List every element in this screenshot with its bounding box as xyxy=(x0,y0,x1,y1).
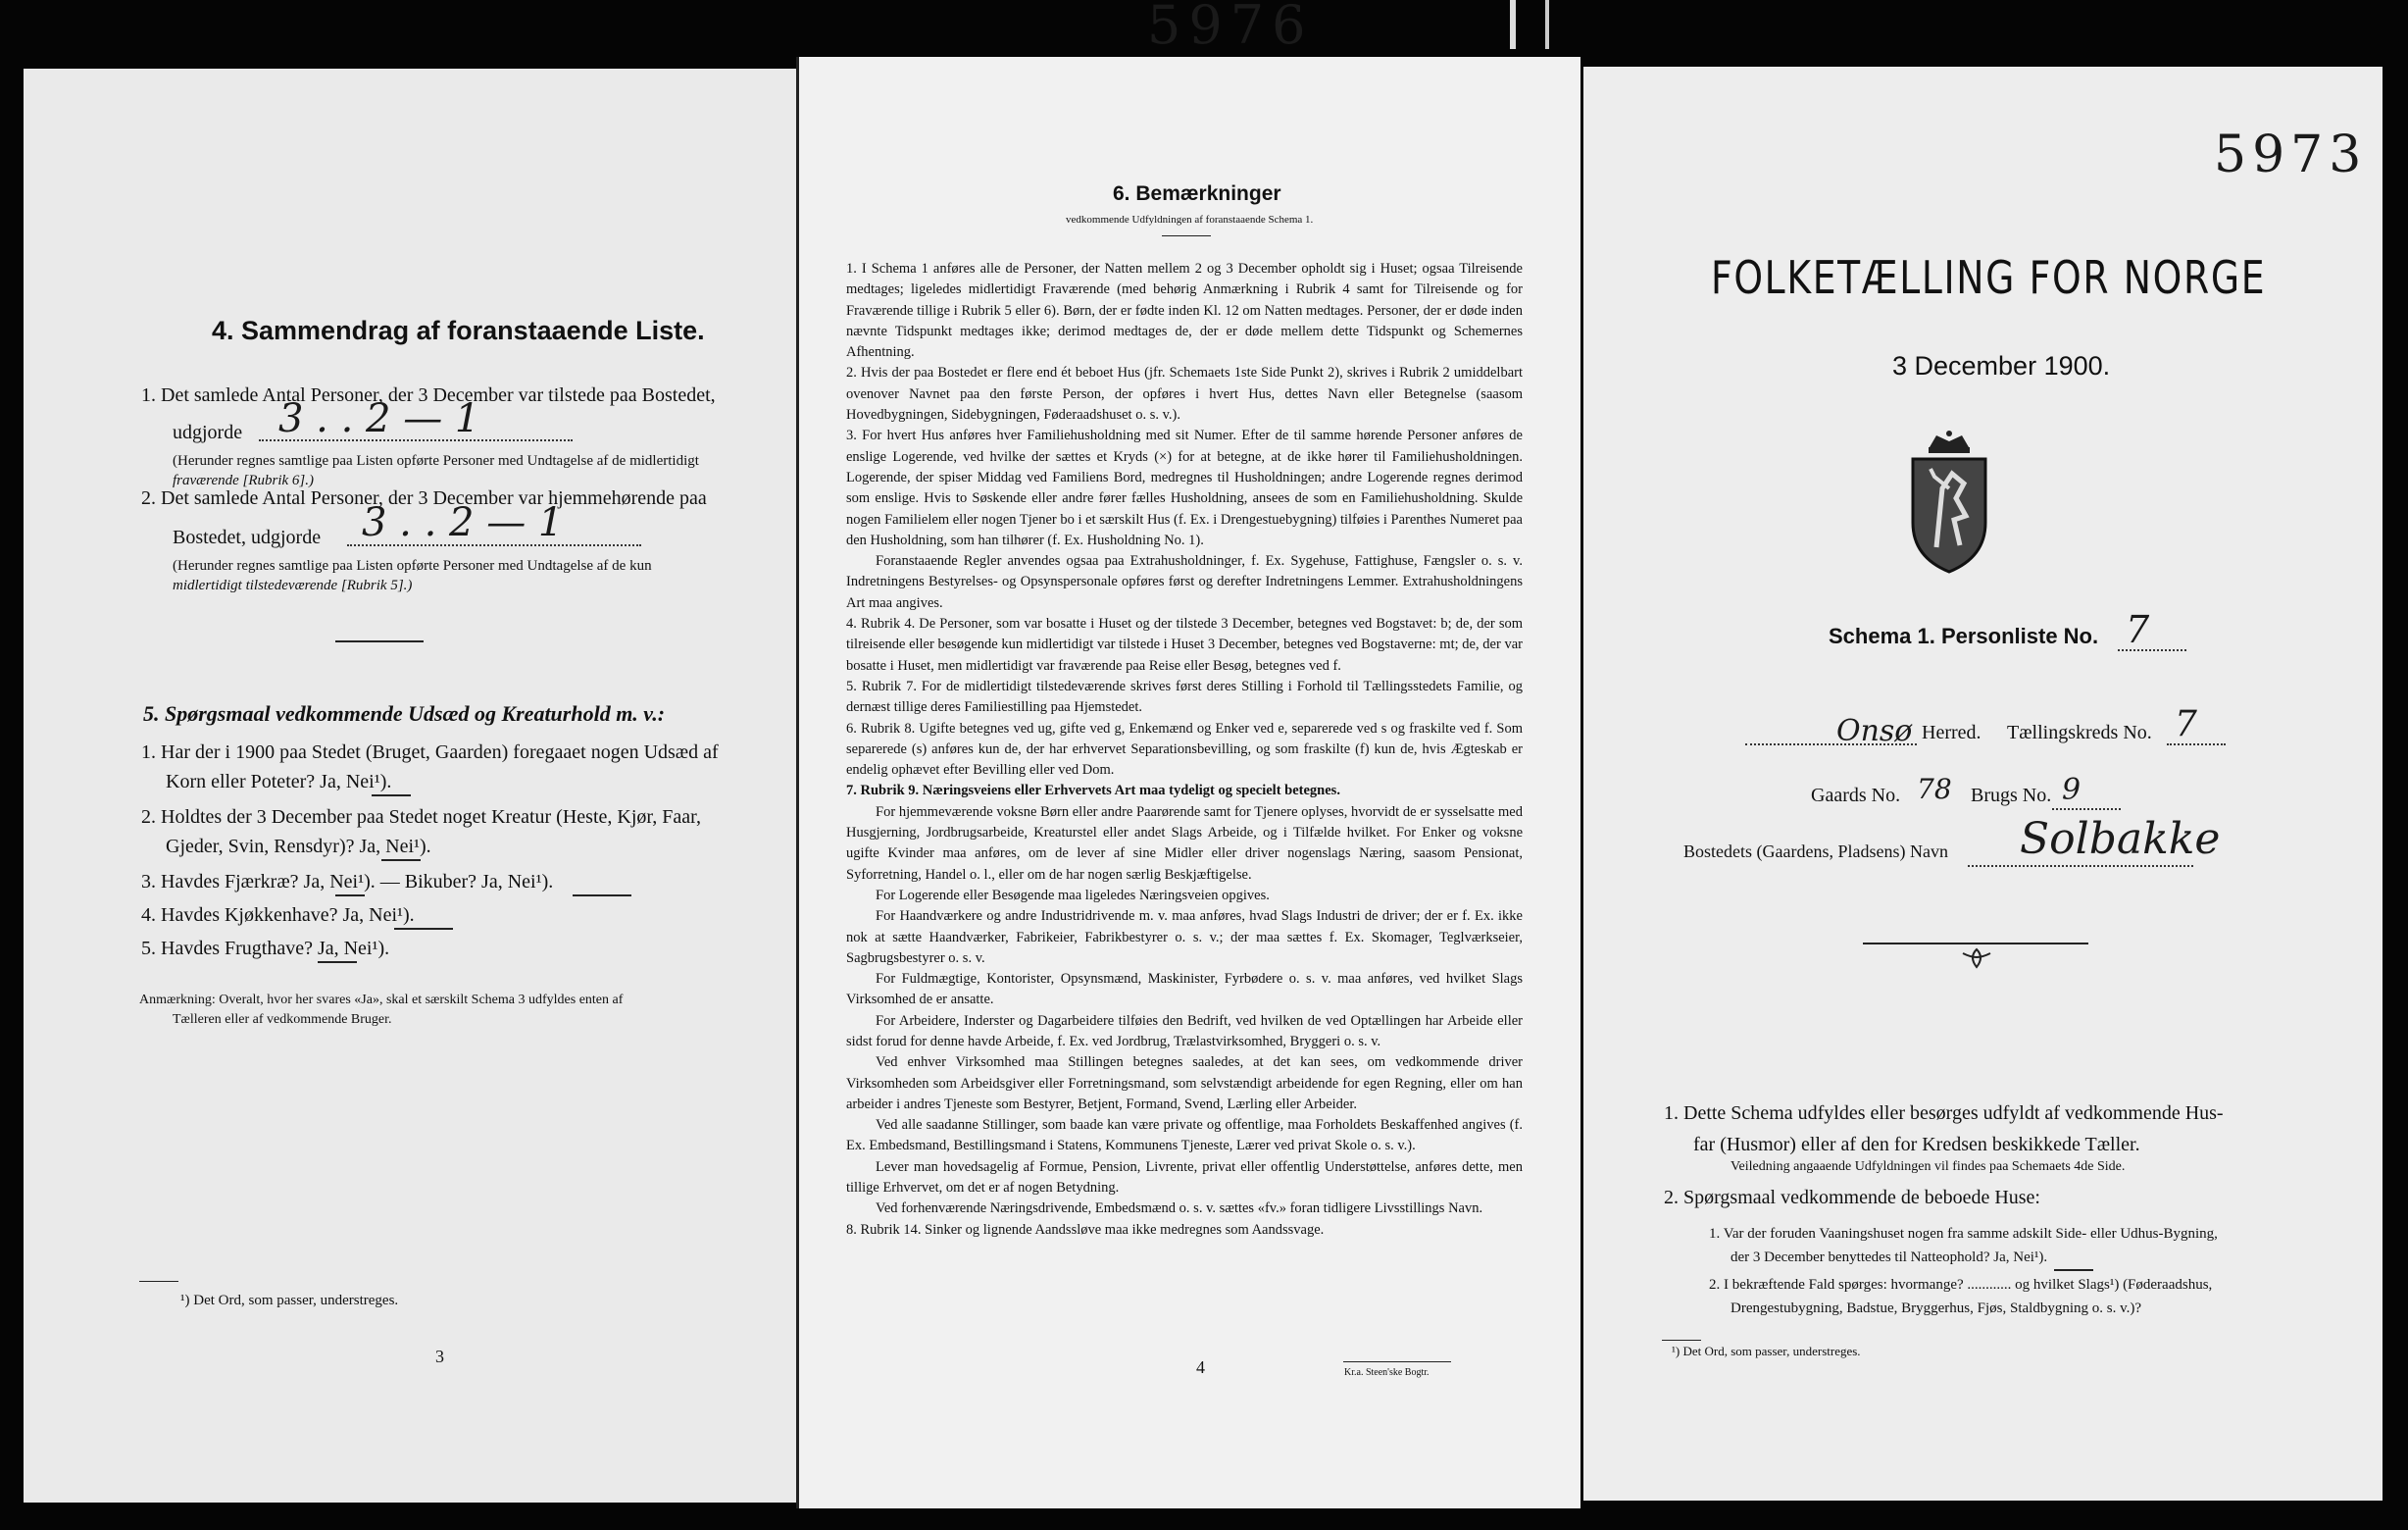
item1-handwritten-value: 3 . . 2 — 1 xyxy=(278,396,480,441)
film-edge-marks xyxy=(1510,0,1549,49)
remark-paragraph: For Haandværkere og andre Industridrivende m. v. maa anføres, hvad Slags Industri de driver; der er f. Ex. ikke nok at sætte Haandværker, Fabrikeier, Fabrikbestyrer o. s. v.; der maa sættes f. Ex. Skomager, Teglværkseier, Sagbrugsbestyrer o. s. v. xyxy=(846,908,1523,966)
section5-title: 5. Spørgsmaal vedkommende Udsæd og Kreaturhold m. v.: xyxy=(143,701,666,726)
remark-paragraph: Foranstaaende Regler anvendes ogsaa paa Extrahusholdninger, f. Ex. Sygehuse, Fattighuse, Fængsler o. s. v. Indretningens Bestyrelses- og Opsynspersonale opføres først og derefter Indretningens Lemmer. Extrahusholdningens Art maa angives. xyxy=(846,553,1523,611)
footnote-rule xyxy=(1662,1340,1701,1341)
remark-line1: Anmærkning: Overalt, hvor her svares «Ja», skal et særskilt Schema 3 udfyldes enten af xyxy=(139,993,624,1007)
middle-page xyxy=(796,57,1580,1508)
item1-note-1: (Herunder regnes samtlige paa Listen opførte Personer med Undtagelse af de midlertidigt xyxy=(173,453,699,469)
remark-paragraph: For Arbeidere, Inderster og Dagarbeidere tilføies den Bedrift, ved hvilken de ved Optællingen har Arbeide eller sidst forud for denne havde Arbeide, f. Ex. ved Jordbrug, Trælastvirksomhed, Bryggeri o. s. v. xyxy=(846,1012,1523,1049)
herred-line xyxy=(1745,743,1917,745)
remarks-title: 6. Bemærkninger xyxy=(1113,182,1281,205)
printer-imprint: Kr.a. Steen'ske Bogtr. xyxy=(1344,1367,1430,1378)
item1-text: 1. Det samlede Antal Personer, der 3 December var tilstede paa Bostedet, xyxy=(141,384,716,406)
page-number: 3 xyxy=(435,1347,444,1366)
remark-paragraph: 8. Rubrik 14. Sinker og lignende Aandssløve maa ikke medregnes som Aandssvage. xyxy=(846,1221,1325,1238)
underline-mark xyxy=(394,928,453,930)
census-date: 3 December 1900. xyxy=(1892,351,2111,381)
bosted-label: Bostedets (Gaardens, Pladsens) Navn xyxy=(1683,842,1948,861)
q1-line1: 1. Har der i 1900 paa Stedet (Bruget, Gaarden) foregaaet nogen Udsæd af xyxy=(141,741,719,763)
remark-paragraph: 2. Hvis der paa Bostedet er flere end ét beboet Hus (jfr. Schemaets 1ste Side Punkt 2), skrives i Rubrik 2 umiddelbart ovenover Navnet paa den første Person, der opføres i hvert Hus, dettes Navn eller Betegnelse (saasom Hovedbygningen, Sidebygningen, Føderaadshuset o. s. v.). xyxy=(846,365,1523,424)
remark-paragraph: 3. For hvert Hus anføres hver Familiehusholdning med sit Numer. Efter de til samme hørende Personer anføres de enslige Logerende, ved hvilke der sættes et Kryds (×) for at betegne, at de ikke hører til Familiehusholdningen. Logerende, der spiser Middag ved Familiens Bord, medregnes til Husholdningen; andre Logerende regnes derimod som enslige. Hvis to Søskende eller andre fører fælles Husholdning, ansees de som en Familiehusholdning. Skulde nogen Familielem eller nogen Tjener bo i et særskilt Hus (f. Ex. i Drengestuebygning) tilføies i Parenthes Numeret paa den Husholdning, som han tilhører (f. Ex. Husholdning No. 1). xyxy=(846,428,1523,548)
remark-paragraph: For Logerende eller Besøgende maa ligeledes Næringsveien opgives. xyxy=(876,887,1270,903)
underline-mark xyxy=(381,859,421,861)
gaards-label: Gaards No. xyxy=(1811,785,1901,806)
note1-line1: 1. Dette Schema udfyldes eller besørges udfyldt af vedkommende Hus- xyxy=(1664,1102,2224,1124)
note2-q2-line1: 2. I bekræftende Fald spørges: hvormange? ............ og hvilket Slags¹) (Føderaadshus, xyxy=(1709,1277,2213,1293)
right-page xyxy=(1583,67,2383,1501)
underline-mark xyxy=(2054,1269,2093,1271)
footnote: ¹) Det Ord, som passer, understreges. xyxy=(180,1293,399,1308)
q1-line2: Korn eller Poteter? Ja, Nei¹). xyxy=(166,771,392,792)
archive-stamp-right: 5973 xyxy=(2214,126,2368,184)
remarks-subtitle: vedkommende Udfyldningen af foranstaaende Schema 1. xyxy=(1066,214,1314,226)
note2-title: 2. Spørgsmaal vedkommende de beboede Huse: xyxy=(1664,1187,2040,1208)
left-page xyxy=(24,69,808,1503)
printer-rule xyxy=(1343,1361,1451,1362)
item2-note-1: (Herunder regnes samtlige paa Listen opførte Personer med Undtagelse af de kun xyxy=(173,558,652,574)
item1-note-2: fraværende [Rubrik 6].) xyxy=(173,473,315,488)
norwegian-coat-of-arms-icon xyxy=(1895,430,2003,577)
underline-mark xyxy=(318,961,357,963)
personliste-number: 7 xyxy=(2126,608,2150,651)
kreds-value: 7 xyxy=(2175,704,2197,744)
herred-value: Onsø xyxy=(1836,714,1913,748)
ornament-rule xyxy=(1863,943,2088,944)
underline-mark xyxy=(573,894,631,896)
kreds-line xyxy=(2167,743,2226,745)
remark-paragraph: 5. Rubrik 7. For de midlertidigt tilstedeværende skrives først deres Stilling i Forhold til Tællingsstedets Familie, og dernæst tillige deres Familiestilling paa Hjemstedet. xyxy=(846,678,1523,716)
remark-paragraph: 4. Rubrik 4. De Personer, som var bosatte i Huset og der tilstede 3 December, betegnes ved Bogstavet: b; de, der som tilreisende eller besøgende kun midlertidigt var tilstede i Huset 3 December, betegnes ved Bogstaverne: mt; de, der var bosatte i Huset, men midlertidigt var fraværende paa Reise eller Besøg, betegnes ved f. xyxy=(846,616,1523,674)
note1-sub: Veiledning angaaende Udfyldningen vil findes paa Schemaets 4de Side. xyxy=(1731,1159,2126,1174)
page-number: 4 xyxy=(1196,1357,1205,1377)
brugs-label: Brugs No. xyxy=(1971,785,2052,806)
note2-q2-line2: Drengestubygning, Badstue, Bryggerhus, Fjøs, Staldbygning o. s. v.)? xyxy=(1731,1300,2141,1316)
bosted-value: Solbakke xyxy=(2020,814,2221,864)
kreds-label: Tællingskreds No. xyxy=(2007,722,2152,743)
remark-paragraph: Ved alle saadanne Stillinger, som baade kan være private og offentlige, maa Forholdets Beskaffenhed angives (f. Ex. Embedsmand, Bestillingsmand i Statens, Kommunens Tjeneste, Lærer ved privat Skole o. s. v.). xyxy=(846,1117,1523,1154)
underline-mark xyxy=(335,894,365,896)
remarks-body xyxy=(846,259,1523,1241)
ornament-icon xyxy=(1961,947,1992,969)
remark-paragraph: 7. Rubrik 9. Næringsveiens eller Erhvervets Art maa tydeligt og specielt betegnes. xyxy=(846,783,1340,799)
remark-line2: Tælleren eller af vedkommende Bruger. xyxy=(173,1012,392,1027)
schema-label: Schema 1. Personliste No. xyxy=(1829,624,2099,648)
item2-note-2: midlertidigt tilstedeværende [Rubrik 5].) xyxy=(173,578,413,593)
remark-paragraph: Lever man hovedsagelig af Formue, Pension, Livrente, privat eller offentlig Understøttelse, anføres dette, men tillige Erhvervet, om det er af nogen Betydning. xyxy=(846,1158,1523,1197)
remark-paragraph: 1. I Schema 1 anføres alle de Personer, der Natten mellem 2 og 3 December opholdt sig i Huset; ogsaa Tilreisende medtages; ligeledes midlertidigt Fraværende (med behørig Anmærkning i Rubrik 4 samt for Tilreisende og for Fraværende tillige i Rubrik 5 eller 6). Børn, der er fødte inden Kl. 12 om Natten medtages. Personer, der er døde inden nævnte Tidspunkt medtages ikke; derimod medtages de, der er døde mellem dette Tidspunkt og Schemernes Afhentning. xyxy=(846,261,1523,361)
herred-label: Herred. xyxy=(1922,722,1982,743)
section4-title: 4. Sammendrag af foranstaaende Liste. xyxy=(212,316,705,345)
item2-handwritten-value: 3 . . 2 — 1 xyxy=(362,500,564,545)
remark-paragraph: 6. Rubrik 8. Ugifte betegnes ved ug, gifte ved g, Enkemænd og Enker ved e, separerede ved s og fraskilte ved f. Som separerede (s) anføres kun de, der har erhvervet Separationsbevilling, og som fraskilte (f) kun de, hvis Ægteskab er endelig ophævet efter Bevilling eller ved Dom. xyxy=(846,720,1523,779)
q4: 4. Havdes Kjøkkenhave? Ja, Nei¹). xyxy=(141,904,415,926)
divider xyxy=(335,640,424,642)
item2-text: 2. Det samlede Antal Personer, der 3 December var hjemmehørende paa xyxy=(141,487,707,509)
brugs-line xyxy=(2052,808,2121,810)
q3: 3. Havdes Fjærkræ? Ja, Nei¹). — Bikuber? Ja, Nei¹). xyxy=(141,871,554,892)
q2-line2: Gjeder, Svin, Rensdyr)? Ja, Nei¹). xyxy=(166,836,431,857)
note1-line2: far (Husmor) eller af den for Kredsen beskikkede Tæller. xyxy=(1693,1134,2140,1155)
brugs-value: 9 xyxy=(2062,773,2082,807)
underline-mark xyxy=(372,794,411,796)
remark-paragraph: Ved enhver Virksomhed maa Stillingen betegnes saaledes, at det kan sees, om vedkommende driver Virksomheden som Arbeidsgiver eller Forretningsmand, som selvstændigt arbeidende for egen Regning, eller om han arbeider i andres Tjeneste som Bestyrer, Betjent, Formand, Svend, Lærling eller Arbeider. xyxy=(846,1054,1523,1112)
archive-stamp-top: 5976 xyxy=(1147,0,1314,56)
note2-q1-line2: der 3 December benyttedes til Natteophold? Ja, Nei¹). xyxy=(1731,1250,2048,1265)
personliste-line xyxy=(2118,649,2186,651)
census-title: FOLKETÆLLING FOR NORGE xyxy=(1711,251,2267,304)
remark-paragraph: Ved forhenværende Næringsdrivende, Embedsmænd o. s. v. sættes «fv.» foran tidligere Livsstillings Navn. xyxy=(876,1200,1483,1217)
bosted-line xyxy=(1968,865,2193,867)
gaards-value: 78 xyxy=(1917,773,1952,805)
remark-paragraph: For hjemmeværende voksne Børn eller andre Paarørende samt for Tjenere oplyses, hvorvidt de er sysselsatte med Husgjerning, Jordbrugsarbeide, Kreaturstel eller andet Slags Arbeide, og i Tilfælde hvilket. For Enker og voksne ugifte Kvinder maa anføres, om de lever af sine Midler eller driver nogenslags Næring, saasom Pensionat, Syforretning, Handel o. l., eller om de har nogen særlig Beskjæftigelse. xyxy=(846,803,1523,883)
q2-line1: 2. Holdtes der 3 December paa Stedet noget Kreatur (Heste, Kjør, Faar, xyxy=(141,806,701,828)
item1-label: udgjorde xyxy=(173,422,243,443)
footnote: ¹) Det Ord, som passer, understreges. xyxy=(1672,1344,1861,1358)
item2-label: Bostedet, udgjorde xyxy=(173,527,322,548)
footnote-rule xyxy=(139,1281,178,1282)
remark-paragraph: For Fuldmægtige, Kontorister, Opsynsmænd, Maskinister, Fyrbødere o. s. v. maa anføres, ved hvilket Slags Virksomhed de er ansatte. xyxy=(846,971,1523,1008)
title-rule xyxy=(1162,235,1211,236)
q5: 5. Havdes Frugthave? Ja, Nei¹). xyxy=(141,938,390,959)
note2-q1-line1: 1. Var der foruden Vaaningshuset nogen fra samme adskilt Side- eller Udhus-Bygning, xyxy=(1709,1226,2218,1242)
